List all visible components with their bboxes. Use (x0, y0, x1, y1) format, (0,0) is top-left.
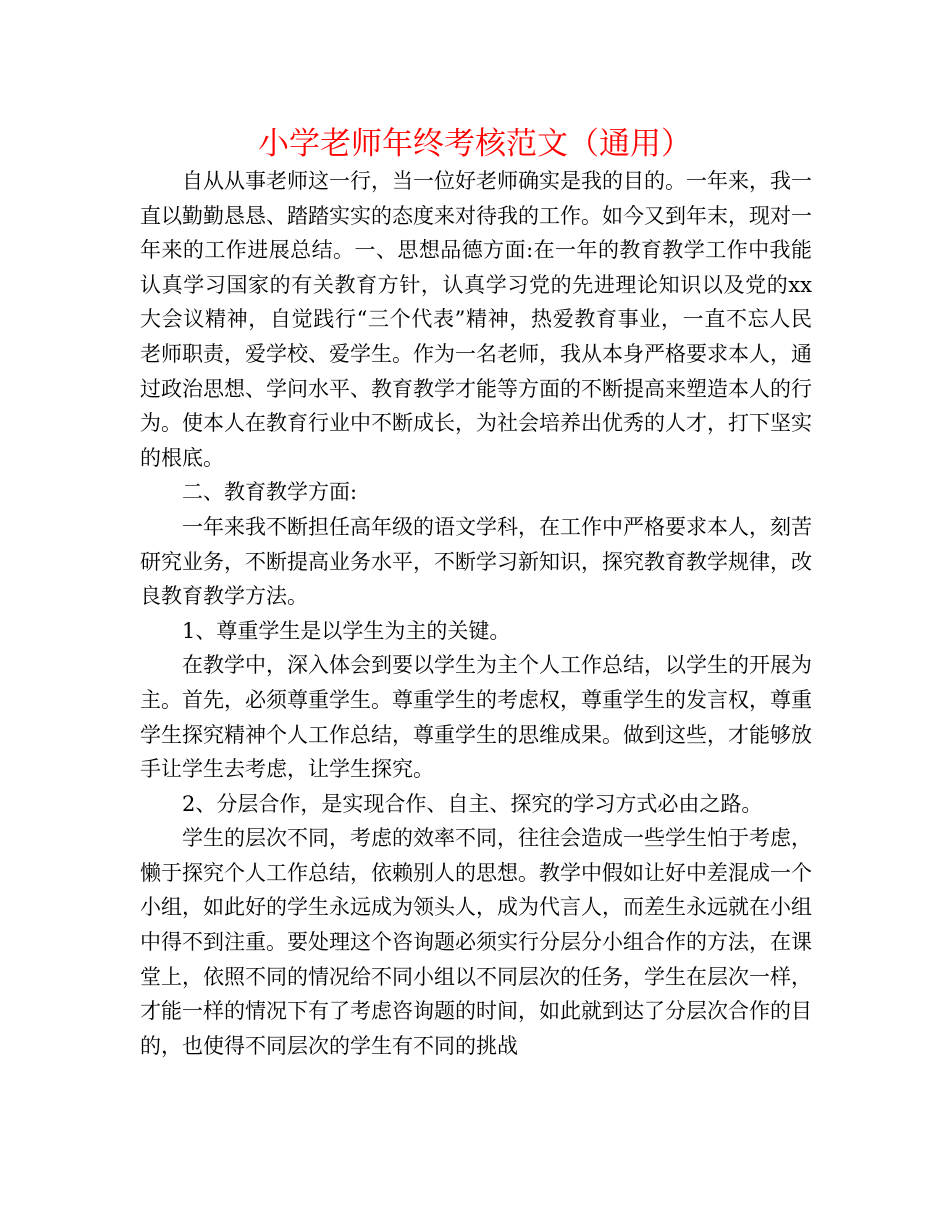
paragraph-intro: 自从从事老师这一行，当一位好老师确实是我的目的。一年来，我一直以勤勤恳恳、踏踏实实的态度来对待我的工作。如今又到年末，现对一年来的工作进展总结。一、思想品德方面:在一年的教育教学工作中我能认真学习国家的有关教育方针，认真学习党的先进理论知识以及党的xx大会议精神，自觉践行“三个代表”精神，热爱教育事业，一直不忘人民老师职责，爱学校、爱学生。作为一名老师，我从本身严格要求本人，通过政治思想、学问水平、教育教学才能等方面的不断提高来塑造本人的行为。使本人在教育行业中不断成长，为社会培养出优秀的人才，打下坚实的根底。 (140, 169, 812, 470)
paragraph-section-heading: 二、教育教学方面: (182, 480, 358, 505)
paragraph-point-1-detail: 在教学中，深入体会到要以学生为主个人工作总结，以学生的开展为主。首先，必须尊重学生。尊重学生的考虑权，尊重学生的发言权，尊重学生探究精神个人工作总结，尊重学生的思维成果。做到这些，才能够放手让学生去考虑，让学生探究。 (140, 653, 812, 782)
paragraph-teaching-summary: 一年来我不断担任高年级的语文学科，在工作中严格要求本人，刻苦研究业务，不断提高业务水平，不断学习新知识，探究教育教学规律，改良教育教学方法。 (140, 514, 812, 609)
paragraph-point-2-detail: 学生的层次不同，考虑的效率不同，往往会造成一些学生怕于考虑，懒于探究个人工作总结，依赖别人的思想。教学中假如让好中差混成一个小组，如此好的学生永远成为领头人，成为代言人，而差生永远就在小组中得不到注重。要处理这个咨询题必须实行分层分小组合作的方法，在课堂上，依照不同的情况给不同小组以不同层次的任务，学生在层次一样，才能一样的情况下有了考虑咨询题的时间，如此就到达了分层次合作的目的，也使得不同层次的学生有不同的挑战 (140, 826, 812, 1058)
paragraph-point-2: 2、分层合作，是实现合作、自主、探究的学习方式必由之路。 (182, 791, 763, 816)
paragraph-point-1: 1、尊重学生是以学生为主的关键。 (182, 618, 511, 643)
document-body (140, 164, 812, 1063)
document-title: 小学老师年终考核范文（通用） (258, 126, 692, 162)
